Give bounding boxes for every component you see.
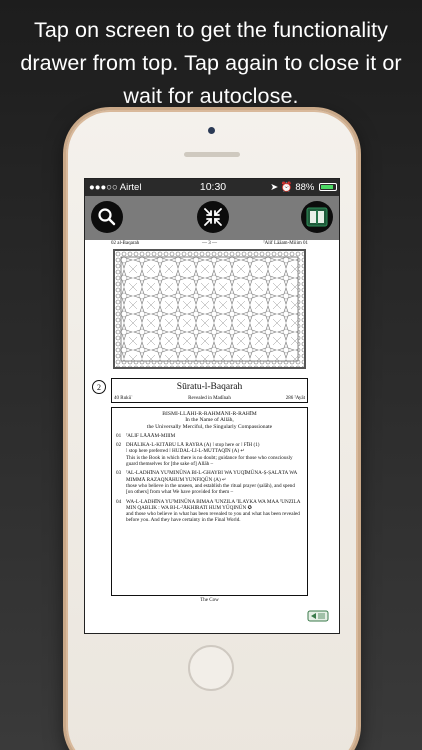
page-turn-icon[interactable] [307,609,329,623]
surah-title-row [97,378,308,403]
status-right [270,182,337,193]
book-menu-button[interactable] [301,201,333,233]
bismillah [116,411,303,430]
verse-number: 01 [116,432,122,439]
verse-transliteration-2: ⁞ stop here preferred ⁞ HUDAL-LI-L-MUTTAQĪN (A) ↵ [126,448,245,455]
geometric-pattern-image [115,251,304,367]
revelation-place: Revealed in Madīnah [188,396,231,401]
bismillah-translation-2: the Universally Merciful, the Singularly Compassionate [146,423,273,430]
collapse-arrows-icon [202,206,224,228]
home-button[interactable] [188,645,234,691]
earpiece-speaker [184,152,240,157]
surah-number-badge: 2 [92,380,106,394]
page-footer: The Cow [200,598,219,603]
verse-transliteration: WA-L-LADHĪNA YUˀMINŪNA BIMAA ˀUNZILA ˀILAYKA WA MAA ˀUNZILA MIN QABLIK : WA BI-L-ˀĀKHIRATI HUM YŪQINŪN ✪ [126,498,301,511]
verse-number: 04 [116,498,122,505]
clock: 10:30 [199,181,227,193]
surah-title: Sūratu-l-Baqarah [176,382,243,392]
verse-4[interactable] [116,499,303,524]
verse-3[interactable] [116,470,303,495]
collapse-button[interactable] [197,201,229,233]
caption-line-3: wait for autoclose. [123,84,299,108]
ornamental-panel [113,249,306,369]
verse-1[interactable] [116,433,303,439]
volume-up-button [63,220,66,256]
header-page-number: — 3 — [202,241,217,246]
top-drawer-toolbar [85,196,340,240]
instruction-caption [0,14,422,113]
alarm-icon: ⏰ [280,182,293,193]
verse-translation: This is the Book in which there is no doubt; guidance for those who consciously guard themselves for [the sake of] Allāh – [126,454,293,468]
phone-screen [84,178,340,634]
caption-line-2: drawer from top. Tap again to close it or [20,51,402,75]
verse-translation: those who believe in the unseen, and establish the ritual prayer (ṣalāh), and spend [on others] from what We have provided for them – [126,482,295,496]
verse-transliteration: DHĀLIKA-L-KITĀBU LĀ RAYBA (A) ⁞ stop here or ⁞ FĪH (1) [126,442,260,449]
bismillah-translation: In the Name of Allāh, [185,417,234,424]
header-surah: 02 al-Baqarah [111,241,140,246]
ayat-count: 286 ˀAyāt [285,396,305,401]
verses-box [111,407,308,596]
carrier-label: ●●●○○ Airtel [89,182,142,193]
caption-line-1: Tap on screen to get the functionality [34,18,388,42]
verse-transliteration: ˀALIF LĀĀĀM-MIIIM [126,432,176,439]
mute-switch [63,180,66,200]
front-camera [208,127,215,134]
volume-down-button [63,266,66,302]
verse-transliteration: ˀAL-LADHĪNA YUˀMINŪNA BI-L-GHAYBI WA YUQĪMŪNA-Ṣ-ṢALĀTA WA MIMMĀ RAZAQNĀHUM YUNFIQŪN (A) ↵ [126,470,297,483]
search-icon [97,207,117,227]
bismillah-arabic: BISMI-LLĀHI-R-RAHMĀNI-R-RAHĪM [162,411,257,417]
page-header [111,240,308,248]
header-juz: ˀAlif Lāāam-Miiim 01 [263,241,308,246]
quran-page[interactable] [97,240,308,612]
verse-number: 03 [116,470,122,477]
ruku-count: 40 Rukūʿ [114,396,133,401]
power-button [358,220,361,260]
book-icon [306,206,328,228]
verse-translation: and those who believe in what has been revealed to you and what has been revealed before you. And they have certainty in the Final World. [126,511,300,524]
status-bar [85,179,340,196]
search-button[interactable] [91,201,123,233]
verse-number: 02 [116,442,122,449]
location-icon: ➤ [270,182,279,193]
battery-icon [319,183,337,191]
surah-title-box [111,378,308,403]
verse-2[interactable] [116,442,303,467]
battery-percent: 88% [295,182,315,193]
